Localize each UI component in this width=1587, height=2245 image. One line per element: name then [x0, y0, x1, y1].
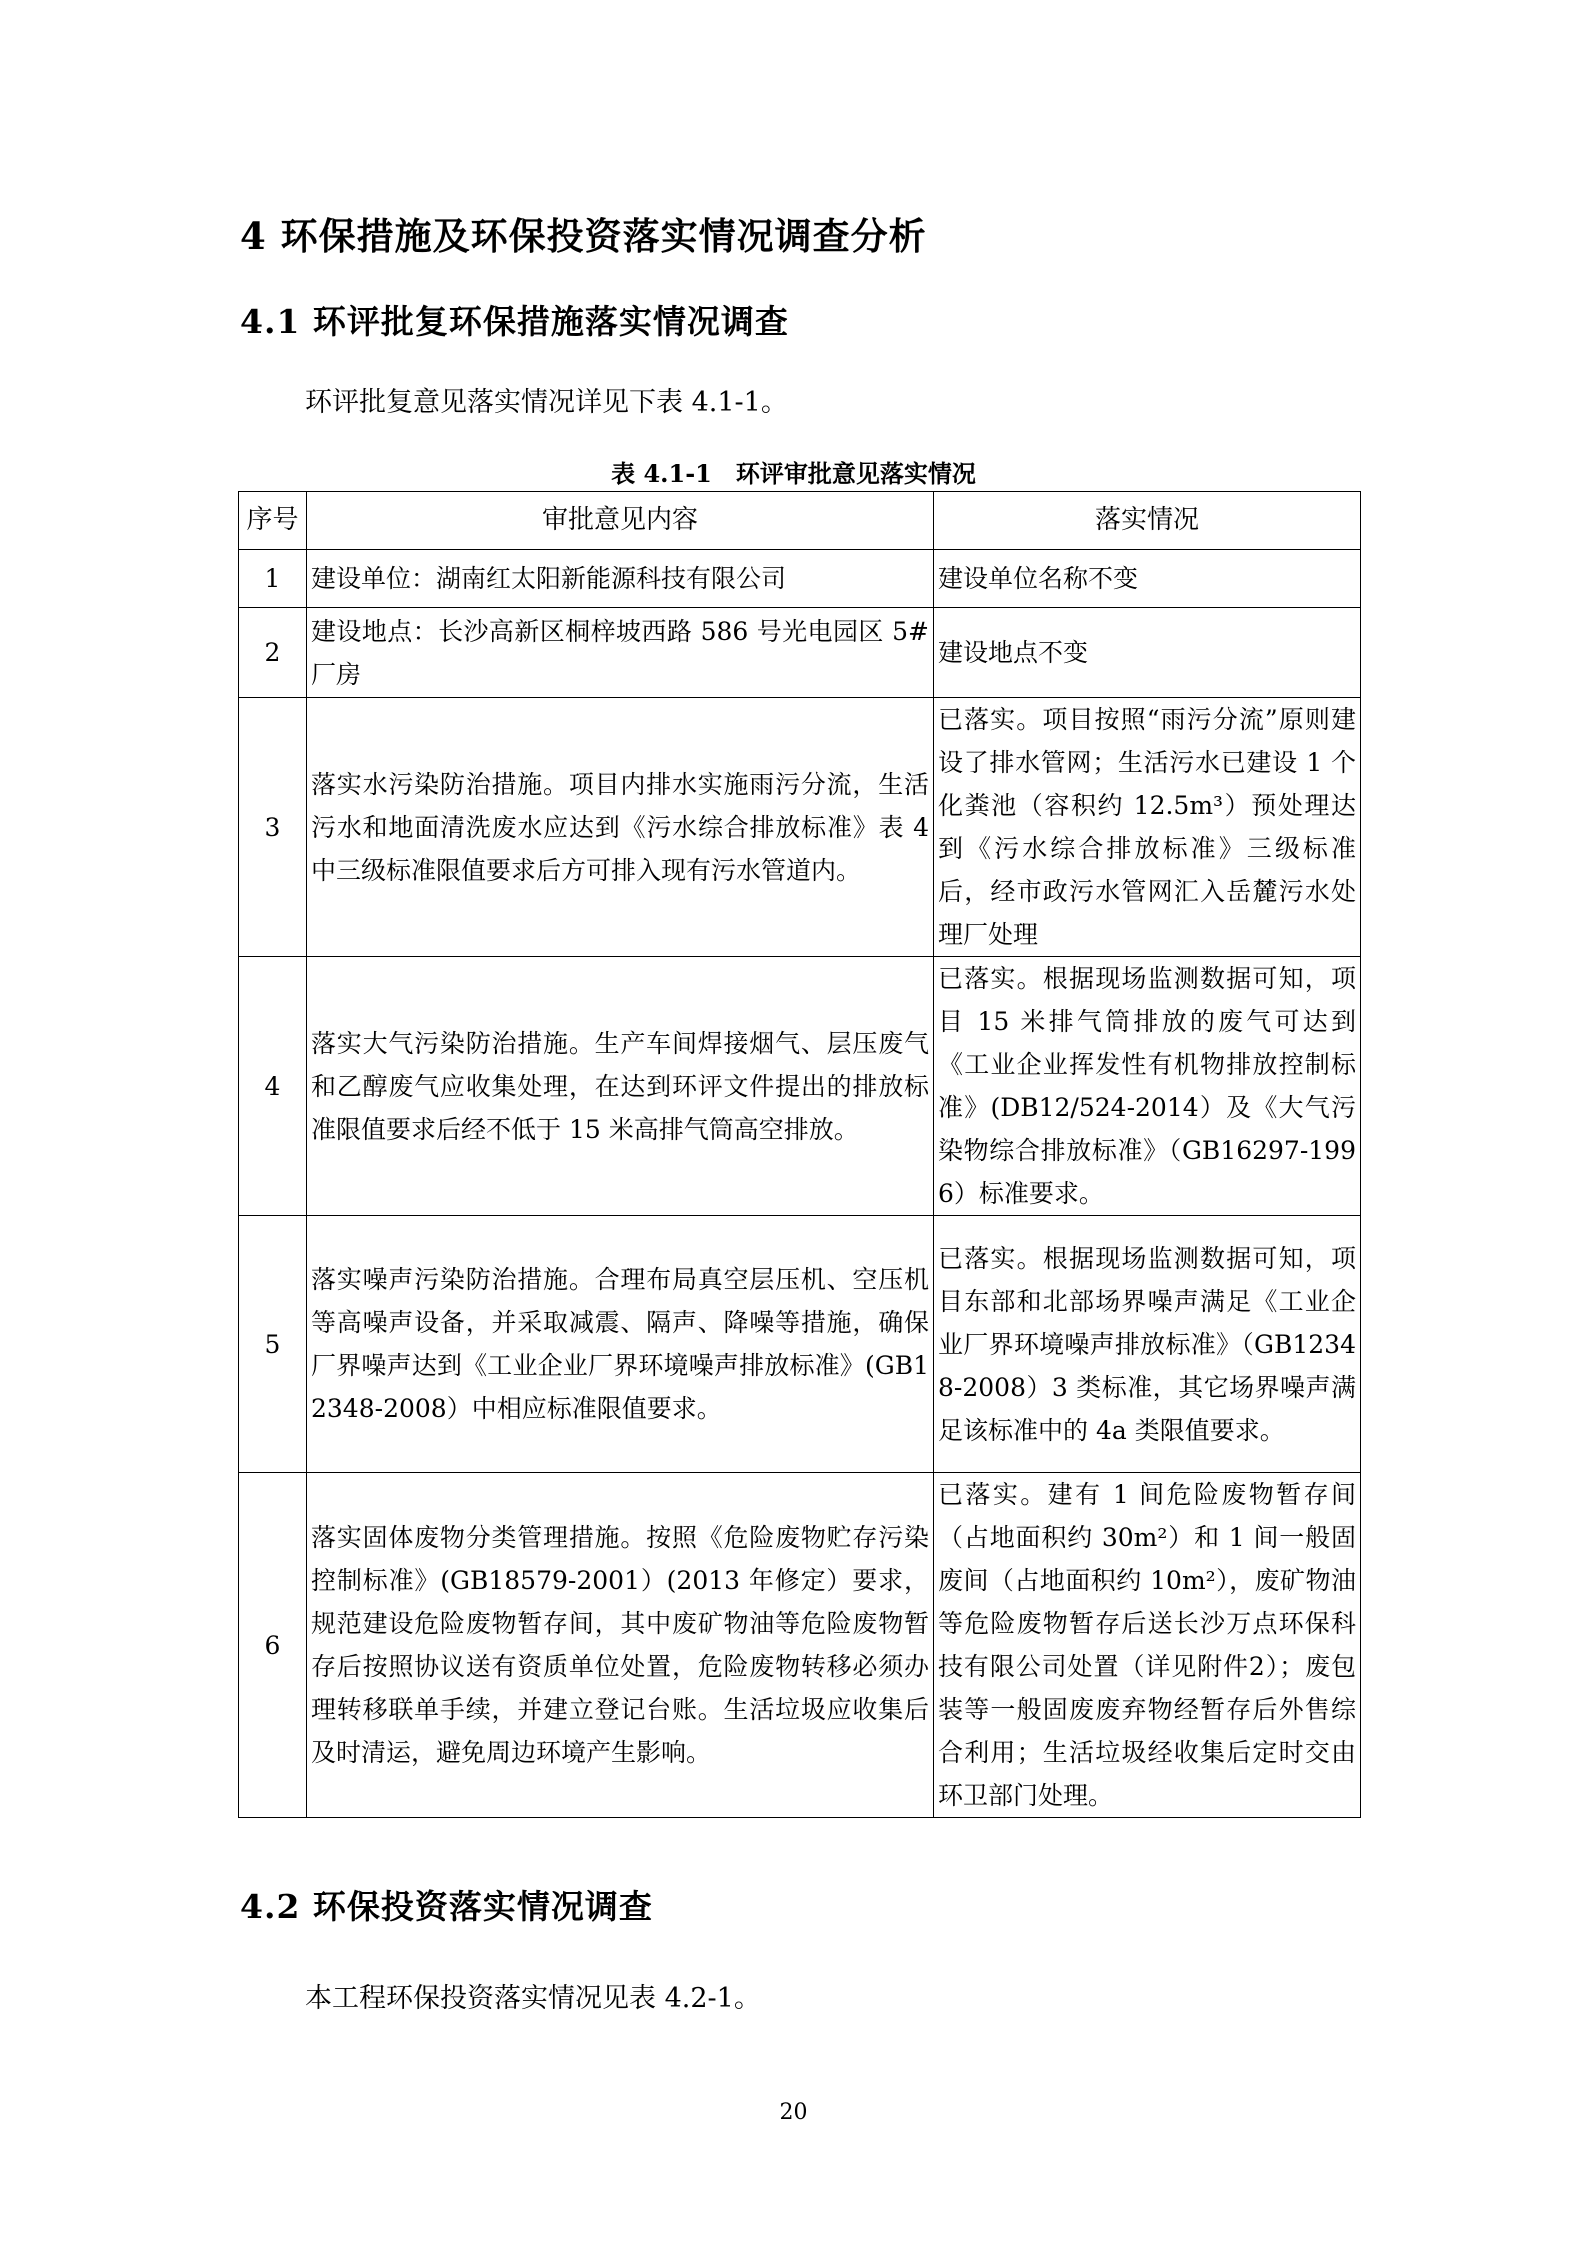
approval-table: [238, 491, 1361, 1818]
row-index: 2: [239, 608, 307, 698]
row-index: 4: [239, 957, 307, 1216]
row-content: 落实固体废物分类管理措施。按照《危险废物贮存污染控制标准》(GB18579-2001）(2013 年修定）要求，规范建设危险废物暂存间，其中废矿物油等危险废物暂存后按照协议送有资质单位处置，危险废物转移必须办理转移联单手续，并建立登记台账。生活垃圾应收集后及时清运，避免周边环境产生影响。: [307, 1473, 934, 1818]
table-caption: 表 4.1-1 环评审批意见落实情况: [611, 459, 976, 488]
row-index: 3: [239, 698, 307, 957]
table-row: [239, 550, 1361, 608]
table-row: [239, 1216, 1361, 1473]
row-content: 建设地点：长沙高新区桐梓坡西路 586 号光电园区 5#厂房: [307, 608, 934, 698]
row-content: 落实大气污染防治措施。生产车间焊接烟气、层压废气和乙醇废气应收集处理，在达到环评文件提出的排放标准限值要求后经不低于 15 米高排气筒高空排放。: [307, 957, 934, 1216]
section-4-2-title: 4.2 环保投资落实情况调查: [240, 1887, 653, 1926]
row-status: 已落实。根据现场监测数据可知，项目 15 米排气筒排放的废气可达到《工业企业挥发性有机物排放控制标准》(DB12/524-2014）及《大气污染物综合排放标准》（GB16297-1996）标准要求。: [934, 957, 1361, 1216]
row-index: 1: [239, 550, 307, 608]
row-status: 已落实。根据现场监测数据可知，项目东部和北部场界噪声满足《工业企业厂界环境噪声排放标准》（GB12348-2008）3 类标准，其它场界噪声满足该标准中的 4a 类限值要求。: [934, 1216, 1361, 1473]
table-row: [239, 698, 1361, 957]
page-number: 20: [779, 2100, 808, 2125]
table-row: [239, 957, 1361, 1216]
table-header-row: [239, 492, 1361, 550]
row-status: 建设地点不变: [934, 608, 1361, 698]
row-index: 6: [239, 1473, 307, 1818]
row-index: 5: [239, 1216, 307, 1473]
chapter-heading: 4 环保措施及环保投资落实情况调查分析: [240, 214, 927, 258]
header-approval-content: 审批意见内容: [307, 492, 934, 550]
section-4-1-intro: 环评批复意见落实情况详见下表 4.1-1。: [305, 387, 788, 418]
row-status: 建设单位名称不变: [934, 550, 1361, 608]
row-content: 落实噪声污染防治措施。合理布局真空层压机、空压机等高噪声设备，并采取减震、隔声、降噪等措施，确保厂界噪声达到《工业企业厂界环境噪声排放标准》(GB12348-2008）中相应标准限值要求。: [307, 1216, 934, 1473]
table-row: [239, 608, 1361, 698]
header-implementation: 落实情况: [934, 492, 1361, 550]
table-row: [239, 1473, 1361, 1818]
section-4-1-title: 4.1 环评批复环保措施落实情况调查: [240, 302, 789, 341]
row-status: 已落实。建有 1 间危险废物暂存间（占地面积约 30m²）和 1 间一般固废间（占地面积约 10m²），废矿物油等危险废物暂存后送长沙万点环保科技有限公司处置（详见附件2）；废包装等一般固废废弃物经暂存后外售综合利用；生活垃圾经收集后定时交由环卫部门处理。: [934, 1473, 1361, 1818]
section-4-2-intro: 本工程环保投资落实情况见表 4.2-1。: [305, 1983, 761, 2014]
header-index: 序号: [239, 492, 307, 550]
row-content: 建设单位：湖南红太阳新能源科技有限公司: [307, 550, 934, 608]
row-content: 落实水污染防治措施。项目内排水实施雨污分流，生活污水和地面清洗废水应达到《污水综合排放标准》表 4 中三级标准限值要求后方可排入现有污水管道内。: [307, 698, 934, 957]
row-status: 已落实。项目按照“雨污分流”原则建设了排水管网；生活污水已建设 1 个化粪池（容积约 12.5m³）预处理达到《污水综合排放标准》三级标准后，经市政污水管网汇入岳麓污水处理厂处理: [934, 698, 1361, 957]
